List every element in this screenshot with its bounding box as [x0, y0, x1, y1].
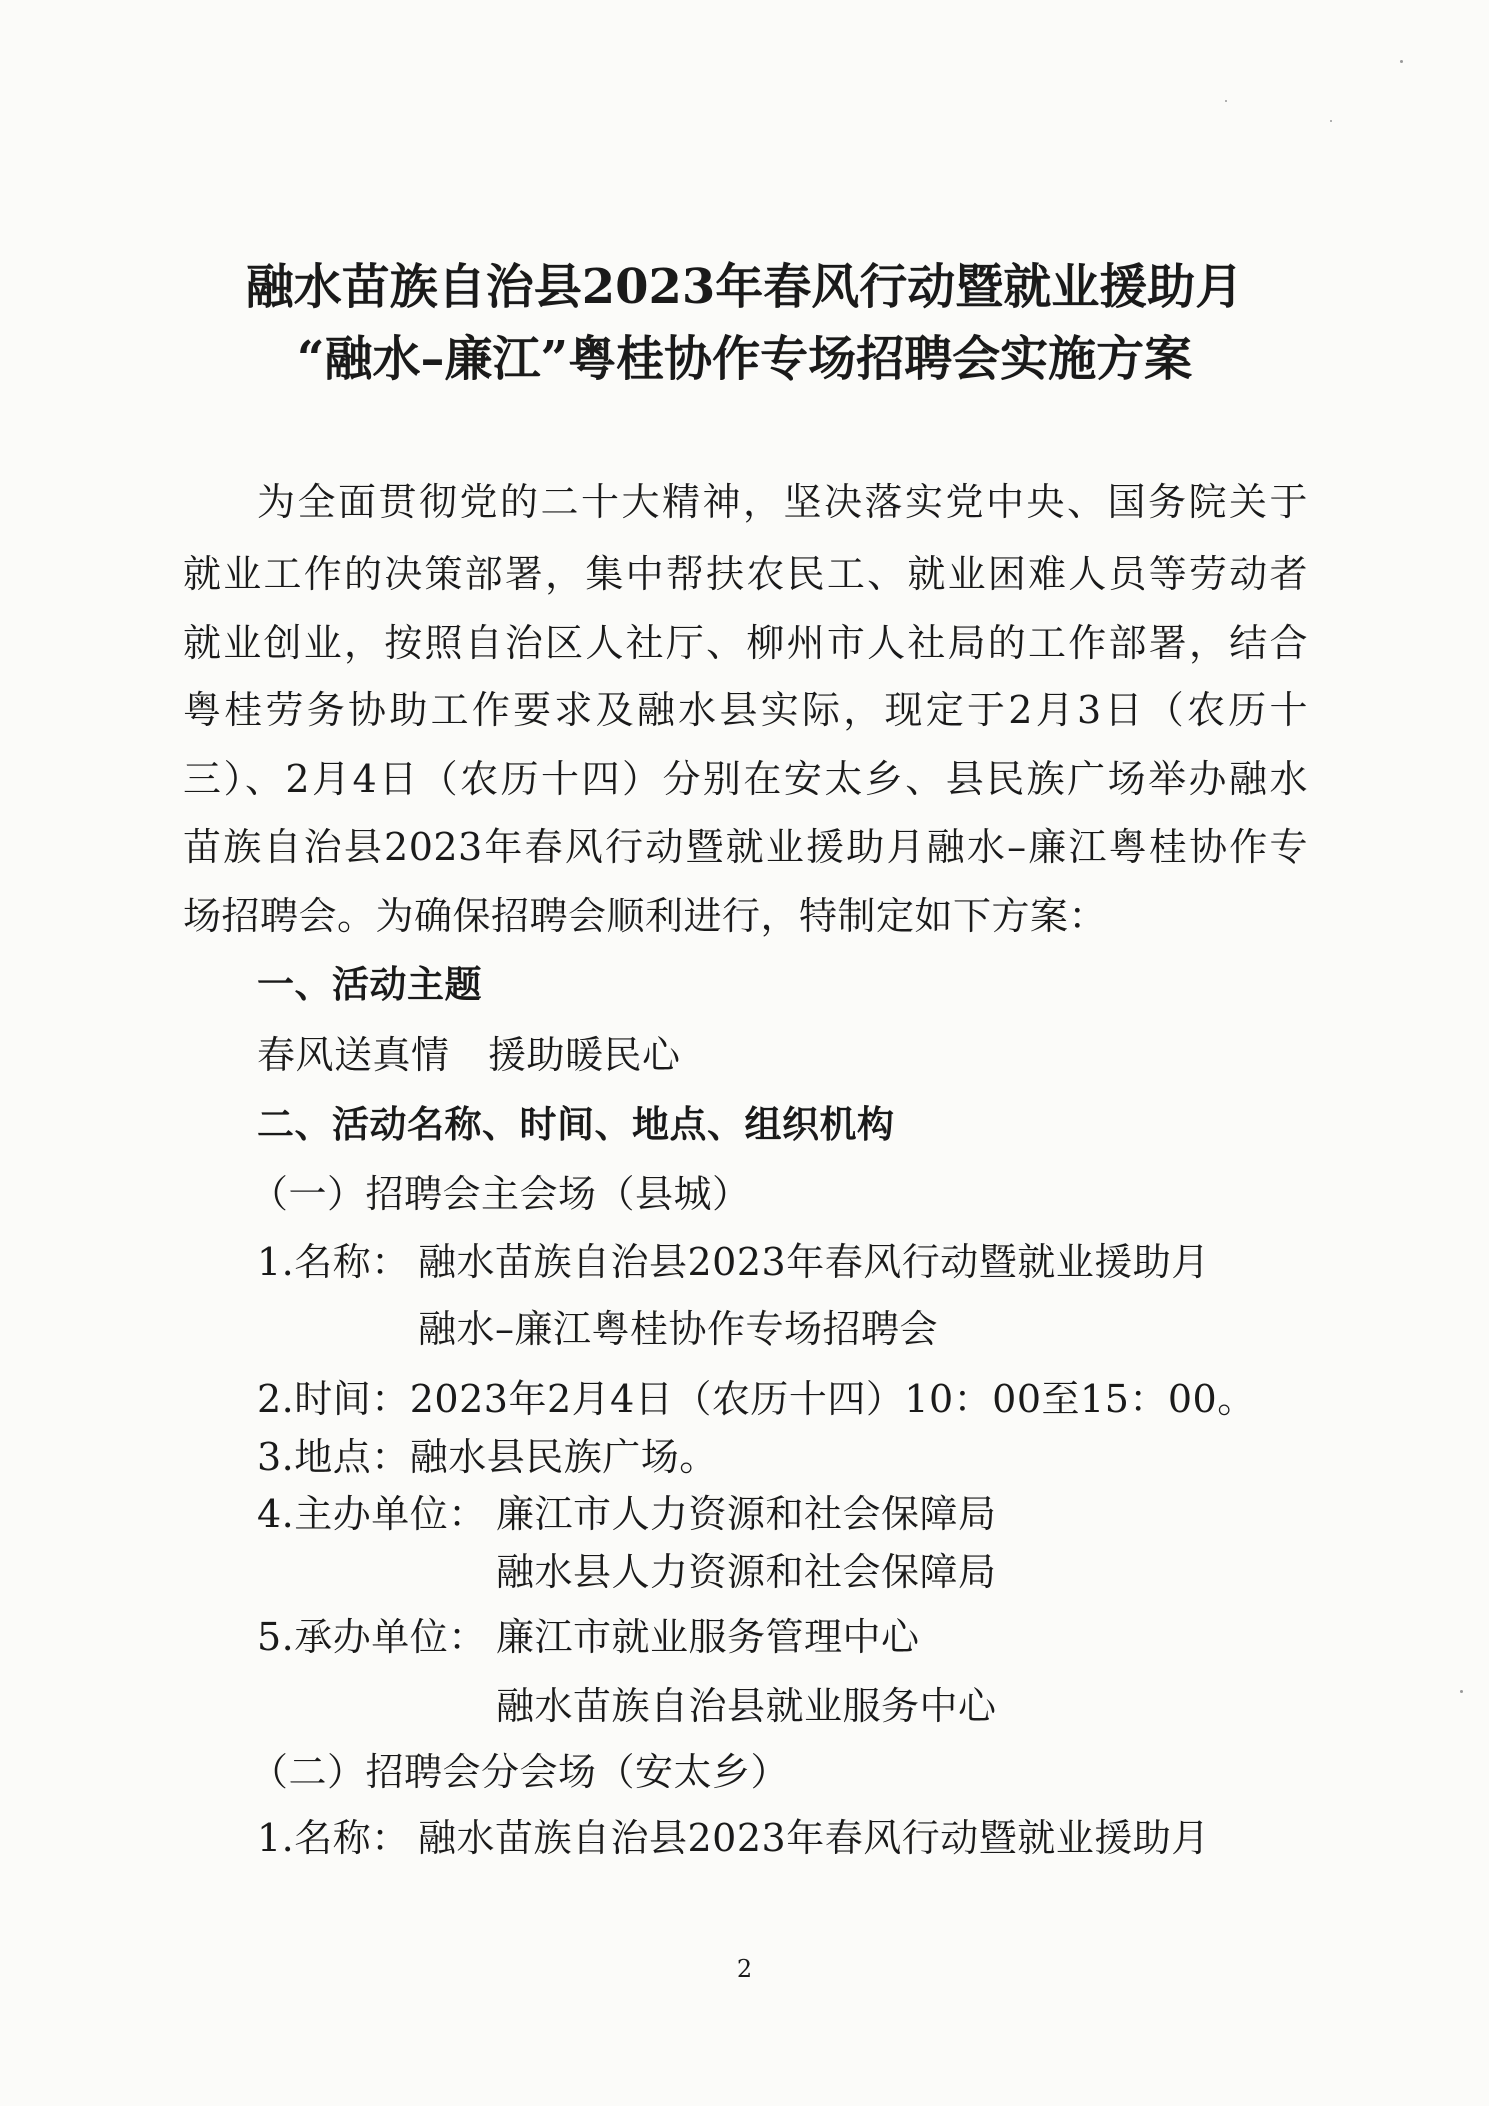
scan-speck: [1400, 60, 1403, 63]
scan-speck: [1330, 120, 1332, 122]
host-label: 4.主办单位：: [257, 1492, 487, 1536]
intro-line: 三）、2月4日（农历十四）分别在安太乡、县民族广场举办融水: [183, 757, 1308, 801]
host-unit-2: 融水县人力资源和社会保障局: [496, 1550, 997, 1594]
organizer-unit-1: 廉江市就业服务管理中心: [496, 1615, 920, 1659]
subsection-main-venue: （一）招聘会主会场（县城）: [250, 1172, 751, 1216]
intro-line: 粤桂劳务协助工作要求及融水县实际，现定于2月3日（农历十: [183, 688, 1308, 732]
page-number: 2: [736, 1955, 753, 1983]
subsection-branch-venue: （二）招聘会分会场（安太乡）: [250, 1750, 790, 1794]
branch-name-label: 1.名称：: [257, 1816, 410, 1860]
host-unit-1: 廉江市人力资源和社会保障局: [496, 1492, 997, 1536]
intro-line: 就业工作的决策部署，集中帮扶农民工、就业困难人员等劳动者: [183, 552, 1308, 596]
event-name-line-1: 融水苗族自治县2023年春风行动暨就业援助月: [418, 1240, 1210, 1284]
intro-line: 苗族自治县2023年春风行动暨就业援助月融水–廉江粤桂协作专: [183, 825, 1308, 869]
section-heading-details: 二、活动名称、时间、地点、组织机构: [257, 1103, 895, 1146]
intro-line: 场招聘会。为确保招聘会顺利进行，特制定如下方案：: [183, 894, 1108, 938]
event-time: 2.时间：2023年2月4日（农历十四）10：00至15：00。: [257, 1377, 1256, 1421]
document-title-line-2: “融水–廉江”粤桂协作专场招聘会实施方案: [296, 331, 1193, 387]
scan-speck: [1460, 1690, 1463, 1693]
document-title-line-1: 融水苗族自治县2023年春风行动暨就业援助月: [245, 259, 1244, 315]
event-place: 3.地点：融水县民族广场。: [257, 1435, 718, 1479]
section-heading-theme: 一、活动主题: [257, 963, 482, 1006]
intro-line: 就业创业，按照自治区人社厅、柳州市人社局的工作部署，结合: [183, 621, 1308, 665]
organizer-unit-2: 融水苗族自治县就业服务中心: [496, 1684, 997, 1728]
name-label: 1.名称：: [257, 1240, 410, 1284]
intro-line: 为全面贯彻党的二十大精神，坚决落实党中央、国务院关于: [257, 480, 1308, 524]
event-name-line-2: 融水–廉江粤桂协作专场招聘会: [418, 1307, 939, 1351]
branch-event-name-line-1: 融水苗族自治县2023年春风行动暨就业援助月: [418, 1816, 1210, 1860]
scan-speck: [1225, 100, 1227, 102]
organizer-label: 5.承办单位：: [257, 1615, 487, 1659]
theme-text: 春风送真情 援助暖民心: [257, 1033, 681, 1077]
